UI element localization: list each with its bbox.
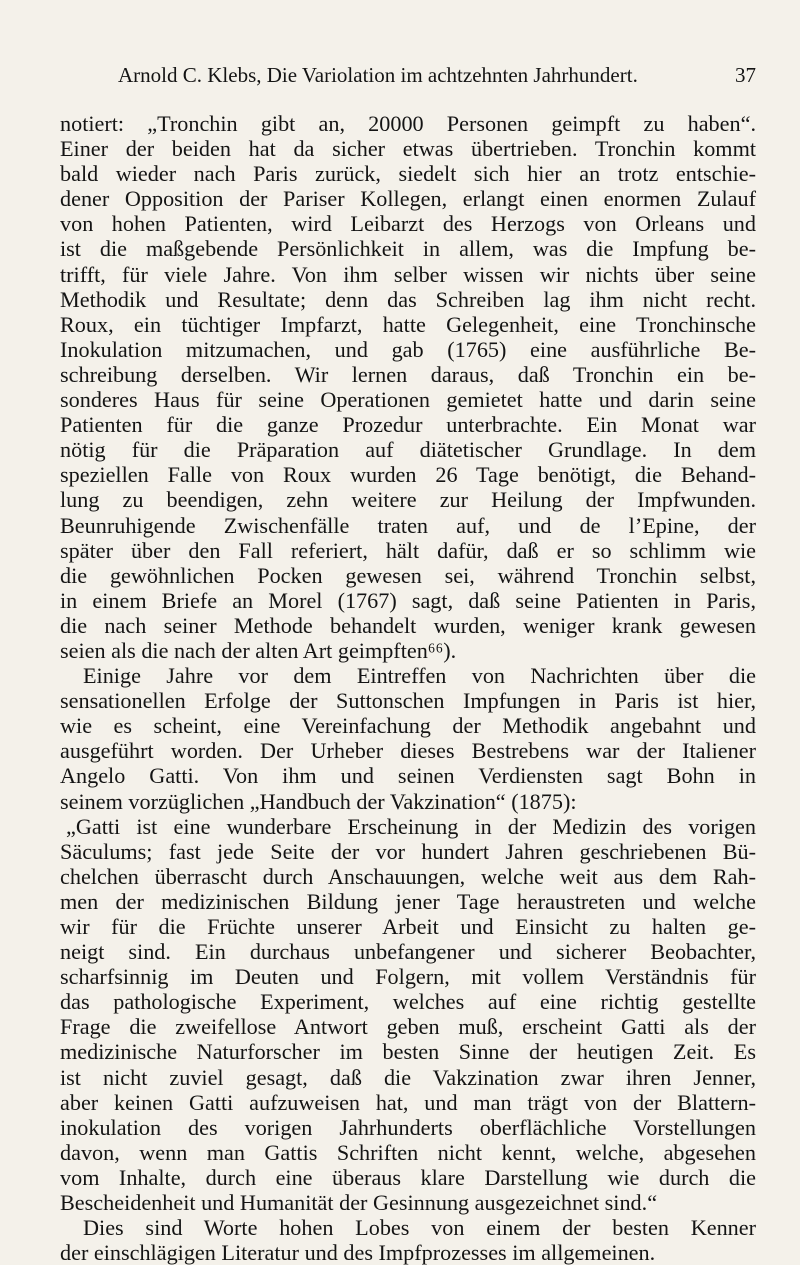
text-line: speziellen Falle von Roux wurden 26 Tage benötigt, die Behand- <box>60 462 756 488</box>
text-line: men der medizinischen Bildung jener Tage heraustreten und welche <box>60 888 756 914</box>
text-line: die gewöhnlichen Pocken gewesen sei, während Tronchin selbst, <box>60 562 756 588</box>
text-line: das pathologische Experiment, welches auf eine richtig gestellte <box>60 989 756 1015</box>
text-line: Patienten für die ganze Prozedur unterbrachte. Ein Monat war <box>60 412 756 438</box>
text-line: neigt sind. Ein durchaus unbefangener und sicherer Beobachter, <box>60 939 756 965</box>
text-line: seien als die nach der alten Art geimpften⁶⁶). <box>60 637 457 663</box>
text-line: vom Inhalte, durch eine überaus klare Darstellung wie durch die <box>60 1164 756 1190</box>
running-head-title: Arnold C. Klebs, Die Variolation im achtzehnten Jahrhundert. <box>118 63 638 87</box>
text-line: Beunruhigende Zwischenfälle traten auf, und de l’Epine, der <box>60 512 756 538</box>
text-line: trifft, für viele Jahre. Von ihm selber wissen wir nichts über seine <box>60 261 756 287</box>
text-line: Methodik und Resultate; denn das Schreiben lag ihm nicht recht. <box>60 286 756 312</box>
text-line: Frage die zweifellose Antwort geben muß, erscheint Gatti als der <box>60 1014 756 1040</box>
text-line: lung zu beendigen, zehn weitere zur Heilung der Impfwunden. <box>60 487 756 513</box>
text-line: Bescheidenheit und Humanität der Gesinnung ausgezeichnet sind.“ <box>60 1190 658 1216</box>
text-line: Inokulation mitzumachen, und gab (1765) eine ausführliche Be- <box>60 336 756 362</box>
text-line: Dies sind Worte hohen Lobes von einem der besten Kenner <box>83 1215 756 1241</box>
text-line: inokulation des vorigen Jahrhunderts oberflächliche Vorstellungen <box>60 1114 756 1140</box>
text-line: die nach seiner Methode behandelt wurden, weniger krank gewesen <box>60 612 756 638</box>
text-line: seinem vorzüglichen „Handbuch der Vakzination“ (1875): <box>60 788 577 814</box>
text-line: dener Opposition der Pariser Kollegen, erlangt einen enormen Zulauf <box>60 186 756 212</box>
text-line: ist nicht zuviel gesagt, daß die Vakzination zwar ihren Jenner, <box>60 1064 756 1090</box>
text-line: aber keinen Gatti aufzuweisen hat, und man trägt von der Blattern- <box>60 1089 756 1115</box>
text-line: schreibung derselben. Wir lernen daraus, daß Tronchin ein be- <box>60 361 756 387</box>
text-line: nötig für die Präparation auf diätetischer Grundlage. In dem <box>60 437 756 463</box>
text-line: notiert: „Tronchin gibt an, 20000 Personen geimpft zu haben“. <box>60 111 756 136</box>
text-line: von hohen Patienten, wird Leibarzt des Herzogs von Orleans und <box>60 211 756 237</box>
text-line: später über den Fall referiert, hält dafür, daß er so schlimm wie <box>60 537 756 563</box>
text-line: ausgeführt worden. Der Urheber dieses Bestrebens war der Italiener <box>60 738 756 764</box>
text-line: der einschlägigen Literatur und des Impfprozesses im allgemeinen. <box>60 1240 656 1265</box>
text-line: davon, wenn man Gattis Schriften nicht kennt, welche, abgesehen <box>60 1139 756 1165</box>
text-line: wir für die Früchte unserer Arbeit und Einsicht zu halten ge- <box>60 914 756 939</box>
text-line: in einem Briefe an Morel (1767) sagt, daß seine Patienten in Paris, <box>60 587 756 613</box>
text-line: Angelo Gatti. Von ihm und seinen Verdiensten sagt Bohn in <box>60 763 756 789</box>
text-line: Einer der beiden hat da sicher etwas übertrieben. Tronchin kommt <box>60 136 756 162</box>
text-line: Säculums; fast jede Seite der vor hundert Jahren geschriebenen Bü- <box>60 838 756 864</box>
text-line: sonderes Haus für seine Operationen gemietet hatte und darin seine <box>60 387 756 413</box>
text-line: Einige Jahre vor dem Eintreffen von Nachrichten über die <box>83 663 756 689</box>
text-line: chelchen überrascht durch Anschauungen, welche weit aus dem Rah- <box>60 863 756 889</box>
text-line: „Gatti ist eine wunderbare Erscheinung in der Medizin des vorigen <box>66 813 756 839</box>
text-line: sensationellen Erfolge der Suttonschen Impfungen in Paris ist hier, <box>60 688 756 714</box>
page-number: 37 <box>735 63 756 87</box>
text-line: wie es scheint, eine Vereinfachung der Methodik angebahnt und <box>60 713 756 739</box>
text-line: scharfsinnig im Deuten und Folgern, mit vollem Verständnis für <box>60 964 756 990</box>
text-line: bald wieder nach Paris zurück, siedelt sich hier an trotz entschie- <box>60 161 756 187</box>
text-line: ist die maßgebende Persönlichkeit in allem, was die Impfung be- <box>60 236 756 262</box>
body-text <box>60 111 756 1265</box>
text-line: medizinische Naturforscher im besten Sinne der heutigen Zeit. Es <box>60 1039 756 1065</box>
text-line: Roux, ein tüchtiger Impfarzt, hatte Gelegenheit, eine Tronchinsche <box>60 311 756 337</box>
